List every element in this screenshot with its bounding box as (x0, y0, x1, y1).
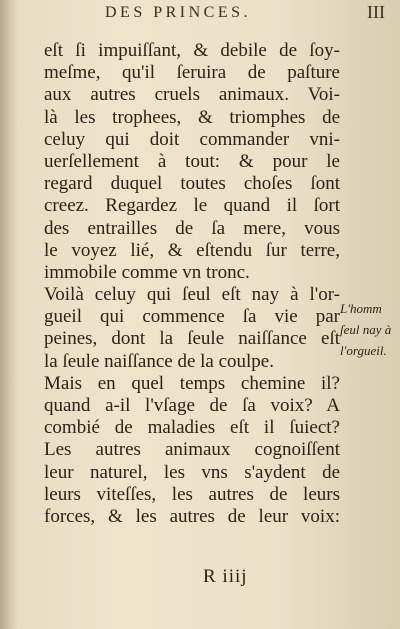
text-line: celuy qui doit commander vni- (44, 128, 340, 150)
text-line: uerſellement à tout: & pour le (44, 150, 340, 172)
page-number: III (367, 2, 385, 22)
text-line: regard duquel toutes choſes ſont (44, 173, 340, 195)
signature-mark: R iiij (203, 566, 248, 587)
page-header (40, 2, 385, 24)
text-line: la ſeule naiſſance de la coulpe. (44, 350, 274, 372)
margin-note (340, 298, 400, 361)
body-text (44, 40, 340, 528)
text-line: des entrailles de ſa mere, vous (44, 217, 340, 239)
margin-note-line: L'homm (340, 301, 382, 316)
text-line: combié de maladies eſt il ſuiect? (44, 417, 340, 439)
text-line: le voyez lié, & eſtendu ſur terre, (44, 239, 340, 261)
text-line: leur naturel, les vns s'aydent de (44, 461, 340, 483)
text-line: immobile comme vn tronc. (44, 261, 250, 283)
text-line: peines, dont la ſeule naiſſance eſt (44, 328, 340, 350)
margin-note-line: ſeul nay à (340, 322, 392, 337)
text-line: gueil qui commence ſa vie par (44, 306, 340, 328)
text-line: eſt ſi impuiſſant, & debile de ſoy- (44, 40, 340, 61)
text-line: creez. Regardez le quand il ſort (44, 195, 340, 217)
text-line: leurs viteſſes, les autres de leurs (44, 483, 340, 505)
running-head: DES PRINCES. (105, 4, 252, 21)
text-line: meſme, qu'il ſeruira de paſture (44, 62, 340, 84)
text-line: aux autres cruels animaux. Voi- (44, 84, 340, 106)
text-line: Voilà celuy qui ſeul eſt nay à l'or- (44, 284, 340, 306)
text-line: forces, & les autres de leur voix: (44, 505, 340, 527)
gutter-shadow (0, 0, 18, 629)
text-line: Mais en quel temps chemine il? (44, 372, 340, 394)
text-line: là les trophees, & triomphes de (44, 106, 340, 128)
text-line: Les autres animaux cognoiſſent (44, 439, 340, 461)
text-line: quand a-il l'vſage de ſa voix? A (44, 395, 340, 416)
margin-note-line: l'orgueil. (340, 343, 387, 358)
